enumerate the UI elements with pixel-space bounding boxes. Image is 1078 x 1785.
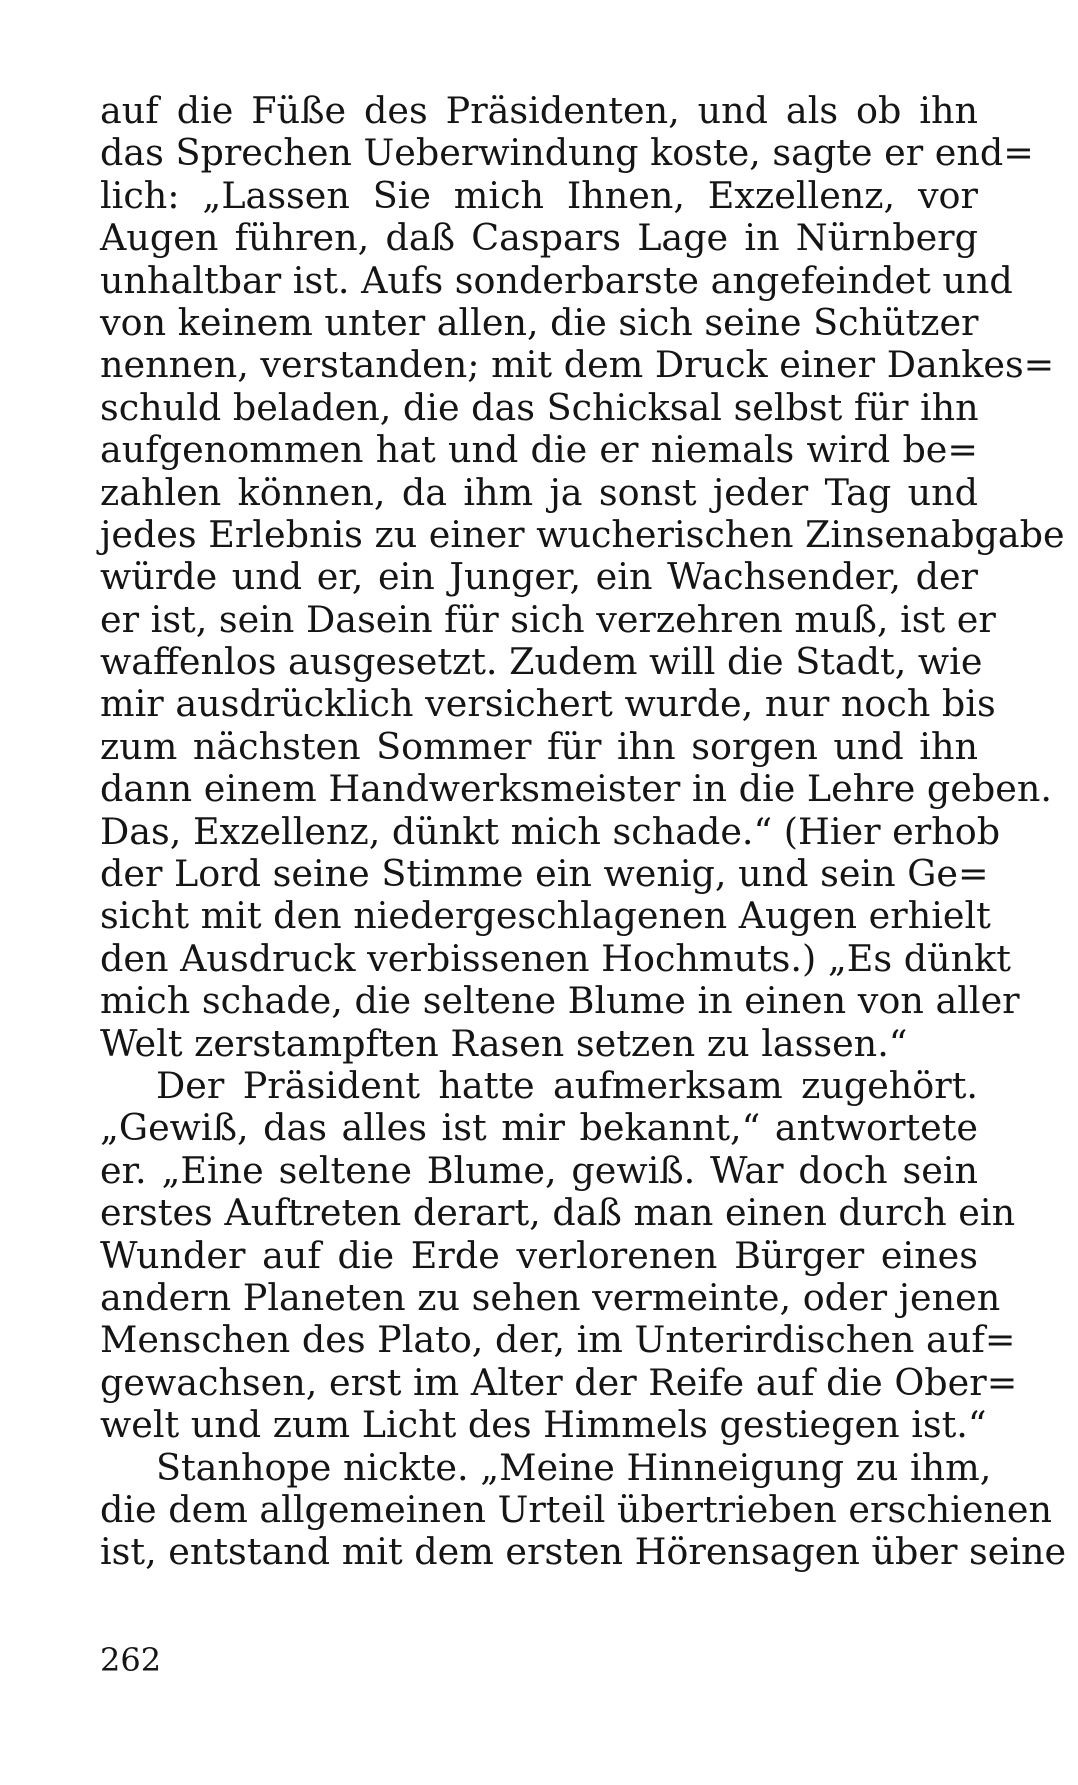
text-line: zahlen können, da ihm ja sonst jeder Tag und xyxy=(100,470,978,514)
text-line: zum nächsten Sommer für ihn sorgen und ihn xyxy=(100,724,978,768)
text-line: sicht mit den niedergeschlagenen Augen erhielt xyxy=(100,894,991,938)
text-line: auf die Füße des Präsidenten, und als ob ihn xyxy=(100,89,978,132)
text-line: dann einem Handwerksmeister in die Lehre geben. xyxy=(100,767,1052,811)
text-line: von keinem unter allen, die sich seine Schützer xyxy=(100,300,979,344)
text-line: mir ausdrücklich versichert wurde, nur noch bis xyxy=(100,682,996,726)
text-line: gewachsen, erst im Alter der Reife auf die Ober= xyxy=(100,1360,1018,1404)
text-line: unhaltbar ist. Aufs sonderbarste angefeindet und xyxy=(100,258,1013,302)
text-line: ist, entstand mit dem ersten Hörensagen über seine xyxy=(100,1530,1067,1574)
text-line: jedes Erlebnis zu einer wucherischen Zinsenabgabe xyxy=(100,512,1065,556)
text-line: er ist, sein Dasein für sich verzehren muß, ist er xyxy=(100,597,996,641)
text-line: Das, Exzellenz, dünkt mich schade.“ (Hier erhob xyxy=(100,809,1001,853)
text-line: andern Planeten zu sehen vermeinte, oder jenen xyxy=(100,1275,1001,1319)
text-line: „Gewiß, das alles ist mir bekannt,“ antwortete xyxy=(100,1106,978,1150)
text-line: erstes Auftreten derart, daß man einen durch ein xyxy=(100,1191,1016,1235)
text-line: Menschen des Plato, der, im Unterirdischen auf= xyxy=(100,1318,1016,1362)
text-line: Wunder auf die Erde verlorenen Bürger eines xyxy=(100,1233,978,1277)
text-line: welt und zum Licht des Himmels gestiegen ist.“ xyxy=(100,1403,987,1447)
text-line: würde und er, ein Junger, ein Wachsender, der xyxy=(100,555,978,599)
text-line: Der Präsident hatte aufmerksam zugehört. xyxy=(156,1063,978,1107)
text-line: waffenlos ausgesetzt. Zudem will die Stadt, wie xyxy=(100,640,983,684)
text-line: die dem allgemeinen Urteil übertrieben erschienen xyxy=(100,1487,1053,1531)
text-line: aufgenommen hat und die er niemals wird be= xyxy=(100,428,978,472)
text-line: den Ausdruck verbissenen Hochmuts.) „Es dünkt xyxy=(100,936,1011,980)
text-line: mich schade, die seltene Blume in einen von aller xyxy=(100,979,1020,1023)
text-line: lich: „Lassen Sie mich Ihnen, Exzellenz, vor xyxy=(100,173,978,217)
text-line: schuld beladen, die das Schicksal selbst für ihn xyxy=(100,385,979,429)
text-line: Augen führen, daß Caspars Lage in Nürnberg xyxy=(100,216,978,260)
text-line: der Lord seine Stimme ein wenig, und sein Ge= xyxy=(100,852,989,896)
text-line: nennen, verstanden; mit dem Druck einer Dankes= xyxy=(100,343,1055,387)
body-text xyxy=(100,89,1067,1574)
page-number: 262 xyxy=(100,1641,162,1679)
text-line: Welt zerstampften Rasen setzen zu lassen.“ xyxy=(100,1021,908,1065)
text-line: Stanhope nickte. „Meine Hinneigung zu ihm, xyxy=(156,1445,992,1489)
text-line: er. „Eine seltene Blume, gewiß. War doch sein xyxy=(100,1148,978,1192)
text-line: das Sprechen Ueberwindung koste, sagte er end= xyxy=(100,131,1034,175)
